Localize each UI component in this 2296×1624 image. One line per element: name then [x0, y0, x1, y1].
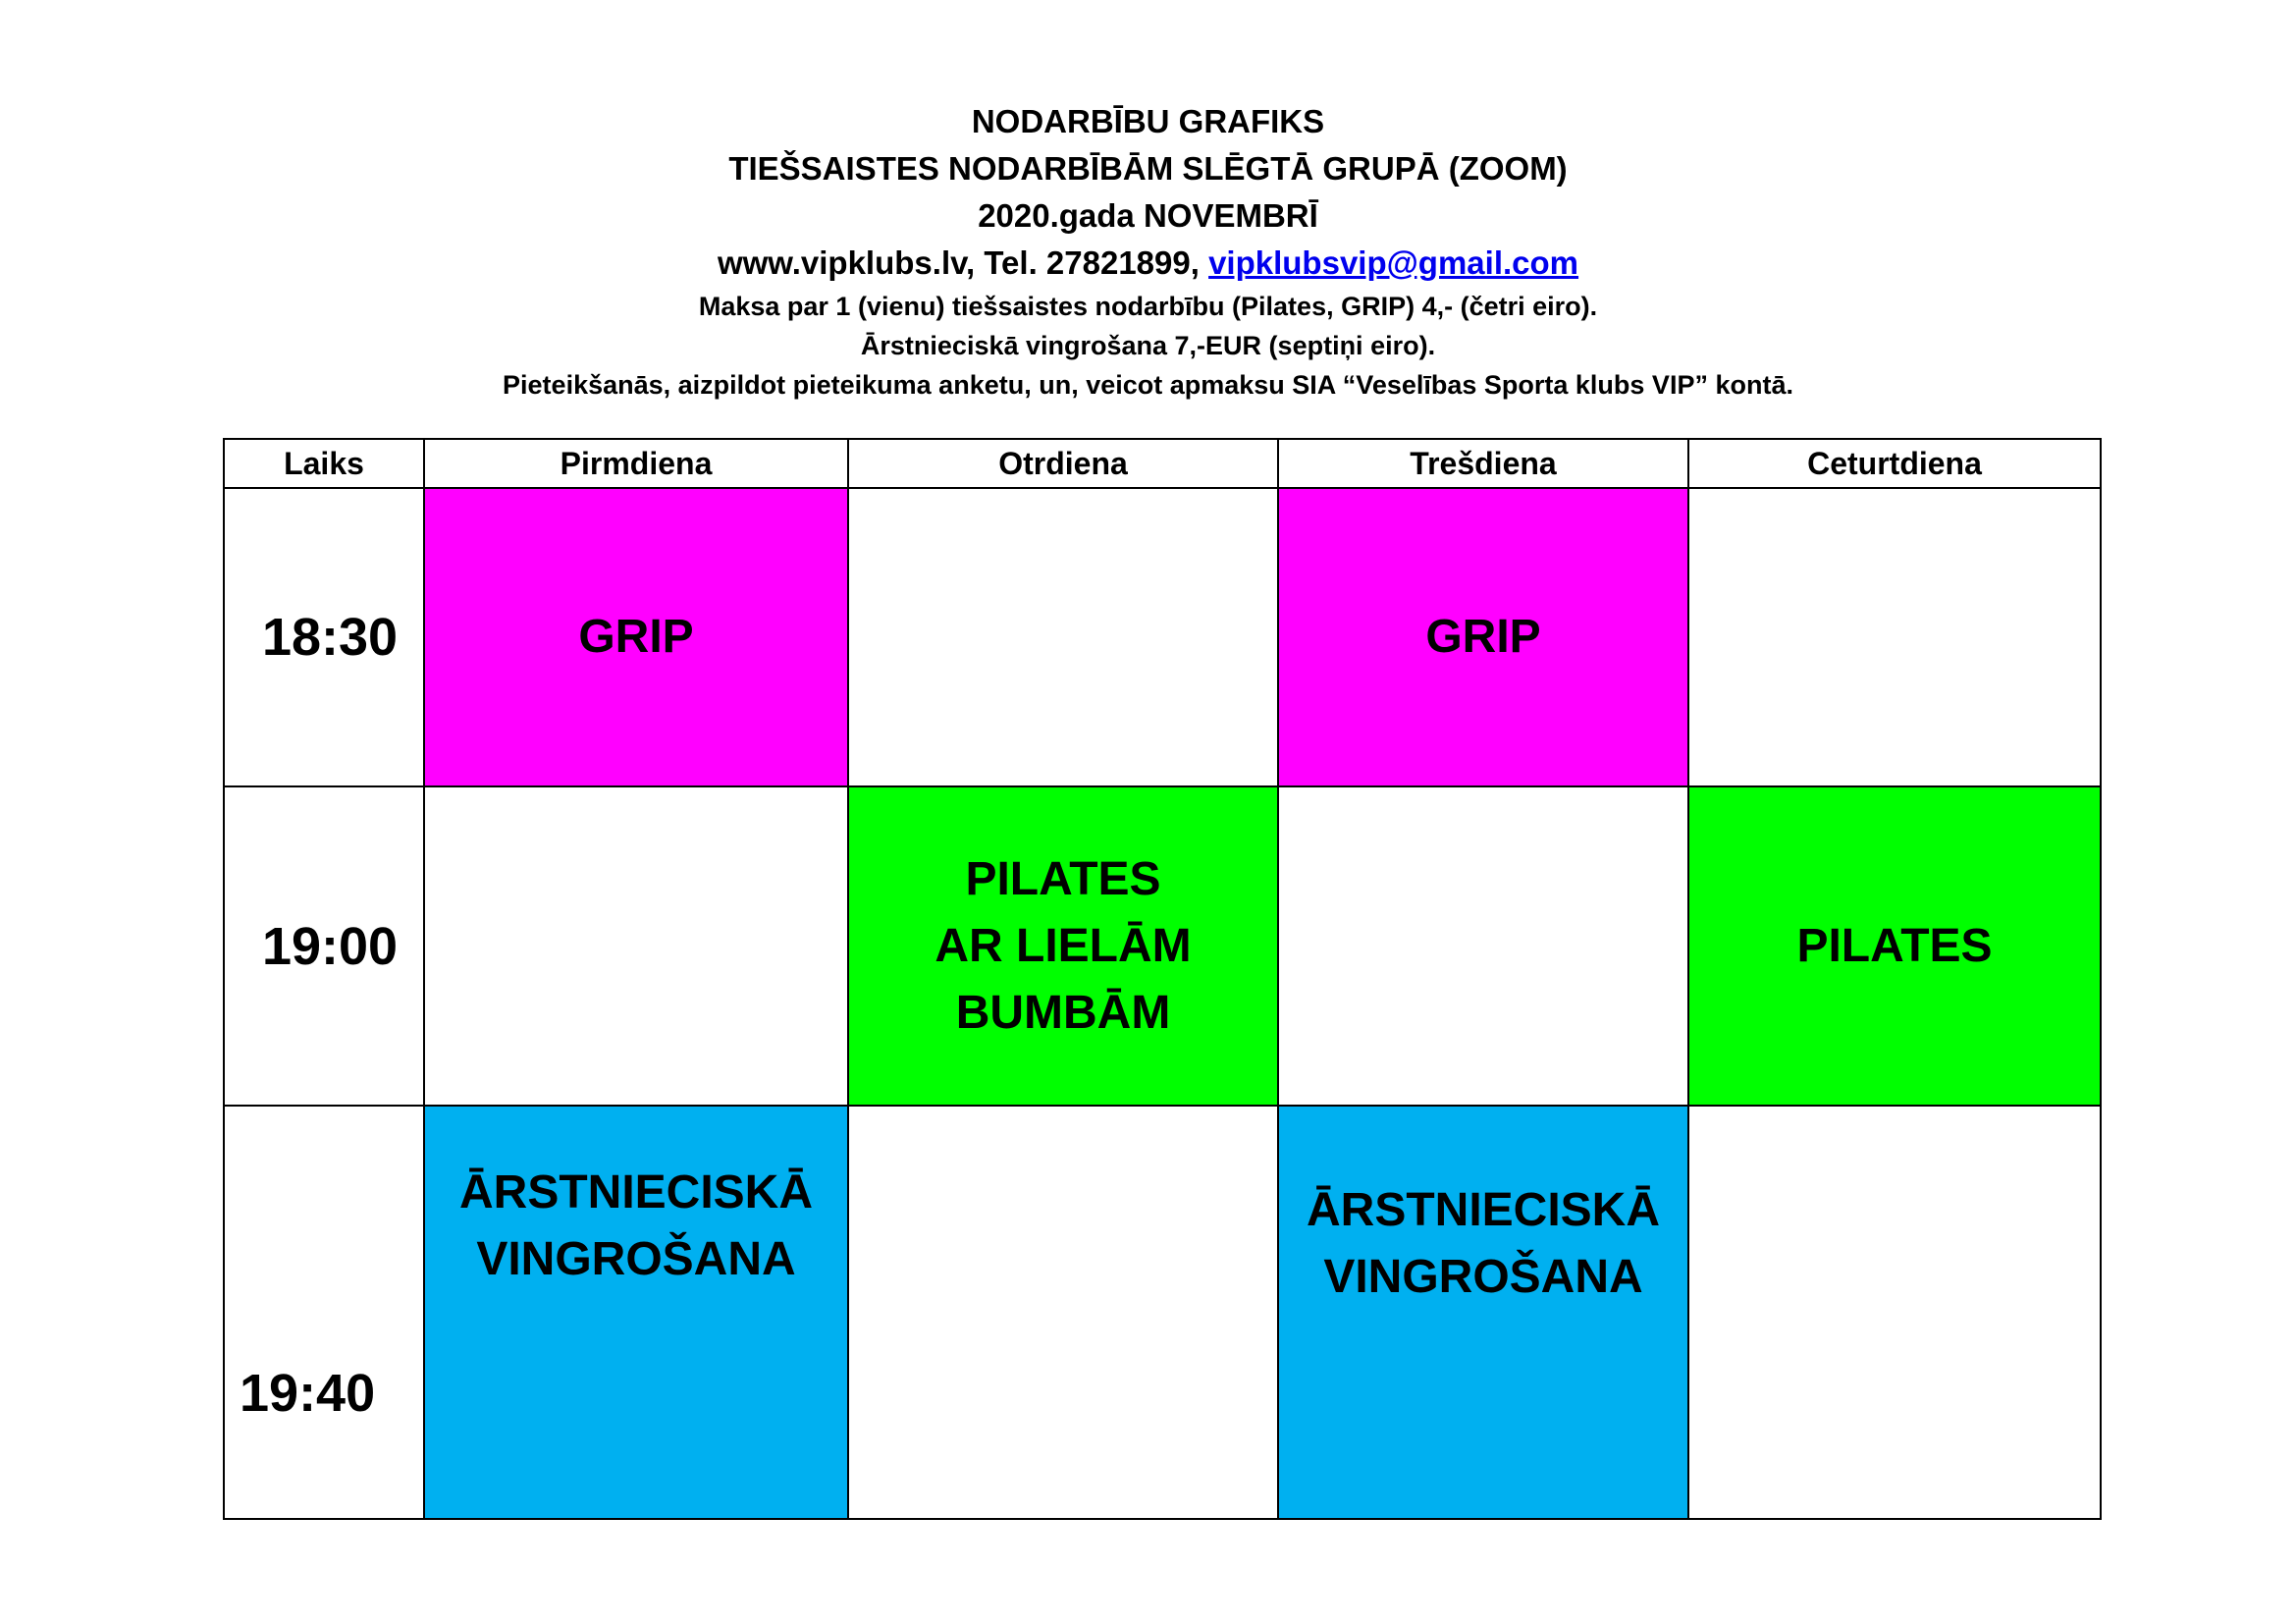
price-line: Maksa par 1 (vienu) tiešsaistes nodarbību (Pilates, GRIP) 4,- (četri eiro).	[698, 292, 1598, 321]
class-cell-grip: GRIP	[1278, 488, 1688, 786]
contact-line	[0, 240, 2296, 287]
empty-cell	[1688, 1106, 2101, 1519]
schedule-table	[223, 438, 2102, 1520]
class-cell-pilates-balls: PILATES AR LIELĀM BUMBĀM	[848, 786, 1278, 1106]
time-cell: 19:00	[224, 786, 424, 1106]
table-row	[224, 1106, 2101, 1519]
table-header-row	[224, 439, 2101, 488]
signup-line: Pieteikšanās, aizpildot pieteikuma anketu, un, veicot apmaksu SIA “Veselības Sporta klubs VIP” kontā.	[503, 370, 1793, 400]
class-cell-grip: GRIP	[424, 488, 848, 786]
table-row	[224, 786, 2101, 1106]
empty-cell	[1688, 488, 2101, 786]
contact-text: www.vipklubs.lv, Tel. 27821899,	[717, 244, 1209, 281]
column-header-thursday: Ceturtdiena	[1688, 439, 2101, 488]
empty-cell	[848, 488, 1278, 786]
column-header-wednesday: Trešdiena	[1278, 439, 1688, 488]
document-header	[0, 98, 2296, 405]
schedule-subtitle: TIEŠSAISTES NODARBĪBĀM SLĒGTĀ GRUPĀ (ZOOM)	[728, 150, 1568, 187]
table-row	[224, 488, 2101, 786]
class-cell-therapy: ĀRSTNIECISKĀ VINGROŠANA	[1278, 1106, 1688, 1519]
empty-cell	[1278, 786, 1688, 1106]
class-cell-therapy: ĀRSTNIECISKĀ VINGROŠANA	[424, 1106, 848, 1519]
email-link[interactable]: vipklubsvip@gmail.com	[1208, 244, 1579, 281]
time-cell: 18:30	[224, 488, 424, 786]
class-cell-pilates: PILATES	[1688, 786, 2101, 1106]
column-header-monday: Pirmdiena	[424, 439, 848, 488]
empty-cell	[424, 786, 848, 1106]
therapy-price-line: Ārstnieciskā vingrošana 7,-EUR (septiņi eiro).	[860, 331, 1436, 360]
empty-cell	[848, 1106, 1278, 1519]
column-header-tuesday: Otrdiena	[848, 439, 1278, 488]
column-header-time: Laiks	[224, 439, 424, 488]
schedule-title: NODARBĪBU GRAFIKS	[971, 103, 1325, 139]
time-cell: 19:40	[224, 1106, 424, 1519]
schedule-period: 2020.gada NOVEMBRĪ	[978, 197, 1318, 234]
